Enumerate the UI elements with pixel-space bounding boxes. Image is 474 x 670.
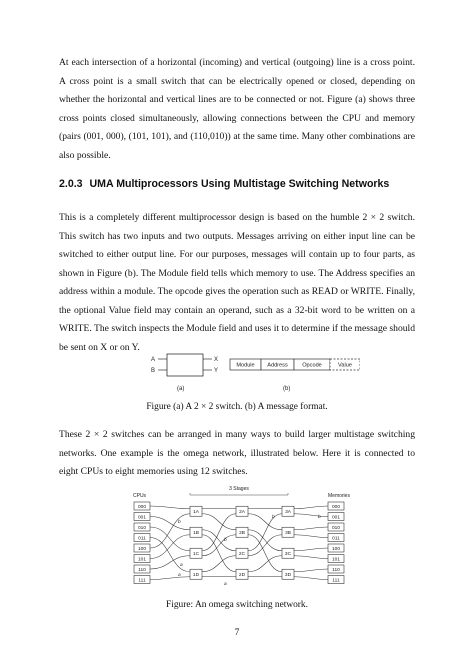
cpu-label: 010 xyxy=(137,525,147,531)
switch-output-x-label: X xyxy=(214,357,219,363)
stages-label: 3 Stages xyxy=(229,486,249,492)
switch-paragraph: This is a completely different multiprocessor design is based on the humble 2 × 2 switch. This switch has two inputs and two outputs. Messages arriving on either input line can be switched to either output line. For our purposes, messages will contain up to four parts, as shown in Figure (b). The Module field tells which memory to use. The Address specifies an address within a module. The opcode gives the operation such as READ or WRITE. Finally, the optional Value field may contain an operand, such as a 32-bit word to be written on a WRITE. The switch inspects the Module field and uses it to determine if the message should be sent on X or on Y. xyxy=(59,212,415,353)
memory-label: 101 xyxy=(331,557,341,563)
route-label: b xyxy=(178,520,181,525)
switch-label: 1B xyxy=(193,531,199,537)
section-number: 2.0.3 xyxy=(59,178,83,190)
message-format xyxy=(230,359,360,392)
switch-label: 3C xyxy=(284,552,292,558)
omega-paragraph: These 2 × 2 switches can be arranged in many ways to build larger multistage switching networks. One example is the omega network, illustrated below. Here it is connected to eight CPUs to eight memories using 12 switches. xyxy=(59,429,415,477)
switch-label: 2A xyxy=(239,510,245,516)
route-label: b xyxy=(272,515,275,520)
cpus-label: CPUs xyxy=(133,493,147,499)
switch-figure-caption: Figure (a) A 2 × 2 switch. (b) A message format. xyxy=(146,402,328,412)
switch-label: 2D xyxy=(238,573,246,579)
route-label: a xyxy=(180,563,183,568)
route-label: a xyxy=(178,573,181,578)
cpu-label: 101 xyxy=(137,557,147,563)
switch-and-message-figure xyxy=(140,352,360,398)
cpu-label: 000 xyxy=(137,504,147,510)
switch-label: 1C xyxy=(192,552,200,558)
cpu-label: 011 xyxy=(138,536,146,542)
switch-label: 2C xyxy=(238,552,246,558)
switch-input-b-label: B xyxy=(151,368,156,374)
switch-box xyxy=(167,354,203,376)
field-value: Value xyxy=(338,362,352,369)
memory-label: 100 xyxy=(331,546,341,552)
two-by-two-switch xyxy=(151,354,218,392)
omega-figure-caption: Figure: An omega switching network. xyxy=(166,600,308,610)
memories-label: Memories xyxy=(328,493,350,499)
memory-label: 011 xyxy=(332,536,340,542)
route-label: a xyxy=(224,582,227,587)
cpu-label: 110 xyxy=(138,567,146,573)
switch-label: 3A xyxy=(285,510,291,516)
page-number: 7 xyxy=(234,628,240,638)
route-label: b xyxy=(224,538,227,543)
section-heading xyxy=(59,178,389,190)
memory-label: 110 xyxy=(332,567,340,573)
section-title: UMA Multiprocessors Using Multistage Switching Networks xyxy=(89,178,390,190)
subfigure-b-label: (b) xyxy=(283,386,291,392)
switch-label: 2B xyxy=(239,531,245,537)
switch-label: 1D xyxy=(192,573,200,579)
subfigure-a-label: (a) xyxy=(177,386,185,392)
omega-nodes xyxy=(134,502,344,587)
switch-label: 3D xyxy=(284,573,292,579)
cpu-label: 100 xyxy=(137,546,147,552)
switch-output-y-label: Y xyxy=(214,368,219,374)
switch-label: 1A xyxy=(193,510,199,516)
crossbar-paragraph: At each intersection of a horizontal (incoming) and vertical (outgoing) line is a cross point. A cross point is a small switch that can be electrically opened or closed, depending on whether the horizontal and vertical lines are to be connected or not. Figure (a) shows three cross points closed simultaneously, allowing connections between the CPU and memory (pairs (001, 000), (101, 101), and (110,010)) at the same time. Many other combinations are also possible. xyxy=(59,57,415,161)
memory-label: 001 xyxy=(331,515,341,521)
memory-label: 000 xyxy=(331,504,341,510)
field-address: Address xyxy=(267,362,288,369)
cpu-label: 111 xyxy=(138,578,146,584)
route-label: b xyxy=(318,515,321,520)
field-opcode: Opcode xyxy=(302,362,322,369)
field-module: Module xyxy=(236,362,255,369)
stages-bracket xyxy=(190,493,288,495)
memory-label: 111 xyxy=(332,578,340,584)
switch-label: 3B xyxy=(285,531,291,537)
omega-wiring xyxy=(150,506,328,580)
cpu-label: 001 xyxy=(137,515,147,521)
memory-label: 010 xyxy=(331,525,341,531)
omega-network-figure xyxy=(128,484,350,592)
switch-input-a-label: A xyxy=(151,357,156,363)
